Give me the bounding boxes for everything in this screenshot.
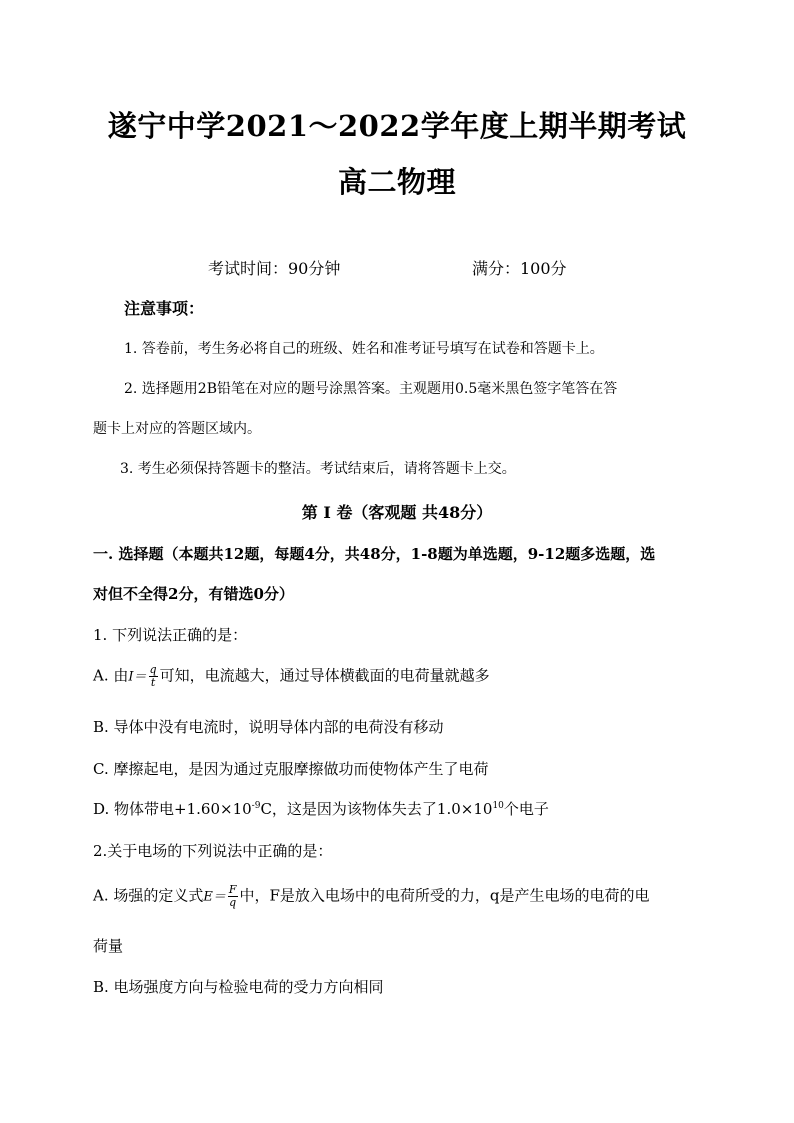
q1-option-d-exp1: -9 [251, 801, 261, 811]
q1-formula-numerator: q [149, 663, 157, 676]
q1-option-c: C. 摩擦起电，是因为通过克服摩擦做功而使物体产生了电荷 [93, 760, 489, 778]
q1-option-d-suffix: 个电子 [503, 800, 549, 818]
q1-option-d-mid: C，这是因为该物体失去了1.0×10 [260, 800, 493, 818]
notes-heading: 注意事项： [124, 299, 205, 318]
full-score: 满分：100分 [472, 259, 567, 278]
q2-formula-numerator: F [228, 883, 237, 896]
q1-formula-lhs: I＝ [128, 669, 147, 685]
q2-option-a-suffix: 中，F是放入电场中的电荷所受的力，q是产生电场的电荷的电 [239, 886, 650, 905]
note-item-3: 3. 考生必须保持答题卡的整洁。考试结束后，请将答题卡上交。 [120, 461, 516, 477]
q2-formula-lhs: E＝ [203, 889, 226, 905]
q1-option-d-prefix: D. 物体带电+1.60×10 [93, 800, 252, 818]
exam-time: 考试时间：90分钟 [208, 259, 341, 278]
note-item-1: 1. 答卷前，考生务必将自己的班级、姓名和准考证号填写在试卷和答题卡上。 [124, 341, 604, 357]
q2-option-a [93, 884, 650, 909]
q2-stem: 2.关于电场的下列说法中正确的是： [93, 842, 333, 860]
q2-option-a-prefix: A. 场强的定义式 [93, 886, 204, 905]
section-instructions: 一. 选择题（本题共12题，每题4分，共48分，1-8题为单选题，9-12题多选题，选 [93, 545, 656, 563]
q2-formula-denominator: q [229, 896, 237, 909]
q1-option-d-exp2: 10 [492, 801, 504, 811]
q1-option-b: B. 导体中没有电流时，说明导体内部的电荷没有移动 [93, 718, 444, 736]
q2-formula-fraction [228, 884, 238, 909]
q1-option-d [93, 798, 549, 819]
q1-option-a [93, 664, 490, 689]
section-instructions-cont: 对但不全得2分，有错选0分） [93, 585, 294, 603]
q1-formula-denominator: t [150, 676, 156, 689]
subject-title: 高二物理 [337, 165, 456, 199]
q1-stem: 1. 下列说法正确的是： [93, 626, 248, 644]
exam-title: 遂宁中学2021～2022学年度上期半期考试 [107, 109, 687, 143]
q2-option-a-cont: 荷量 [93, 937, 124, 955]
section-title: 第 Ⅰ 卷（客观题 共48分） [301, 503, 493, 522]
q1-option-a-prefix: A. 由 [93, 666, 129, 685]
q1-formula-fraction [149, 664, 158, 689]
note-item-2: 2. 选择题用2B铅笔在对应的题号涂黑答案。主观题用0.5毫米黑色签字笔答在答 [124, 381, 618, 397]
q2-option-b: B. 电场强度方向与检验电荷的受力方向相同 [93, 978, 384, 996]
q1-option-a-suffix: 可知，电流越大，通过导体横截面的电荷量就越多 [159, 666, 490, 685]
note-item-2-cont: 题卡上对应的答题区域内。 [93, 421, 261, 437]
